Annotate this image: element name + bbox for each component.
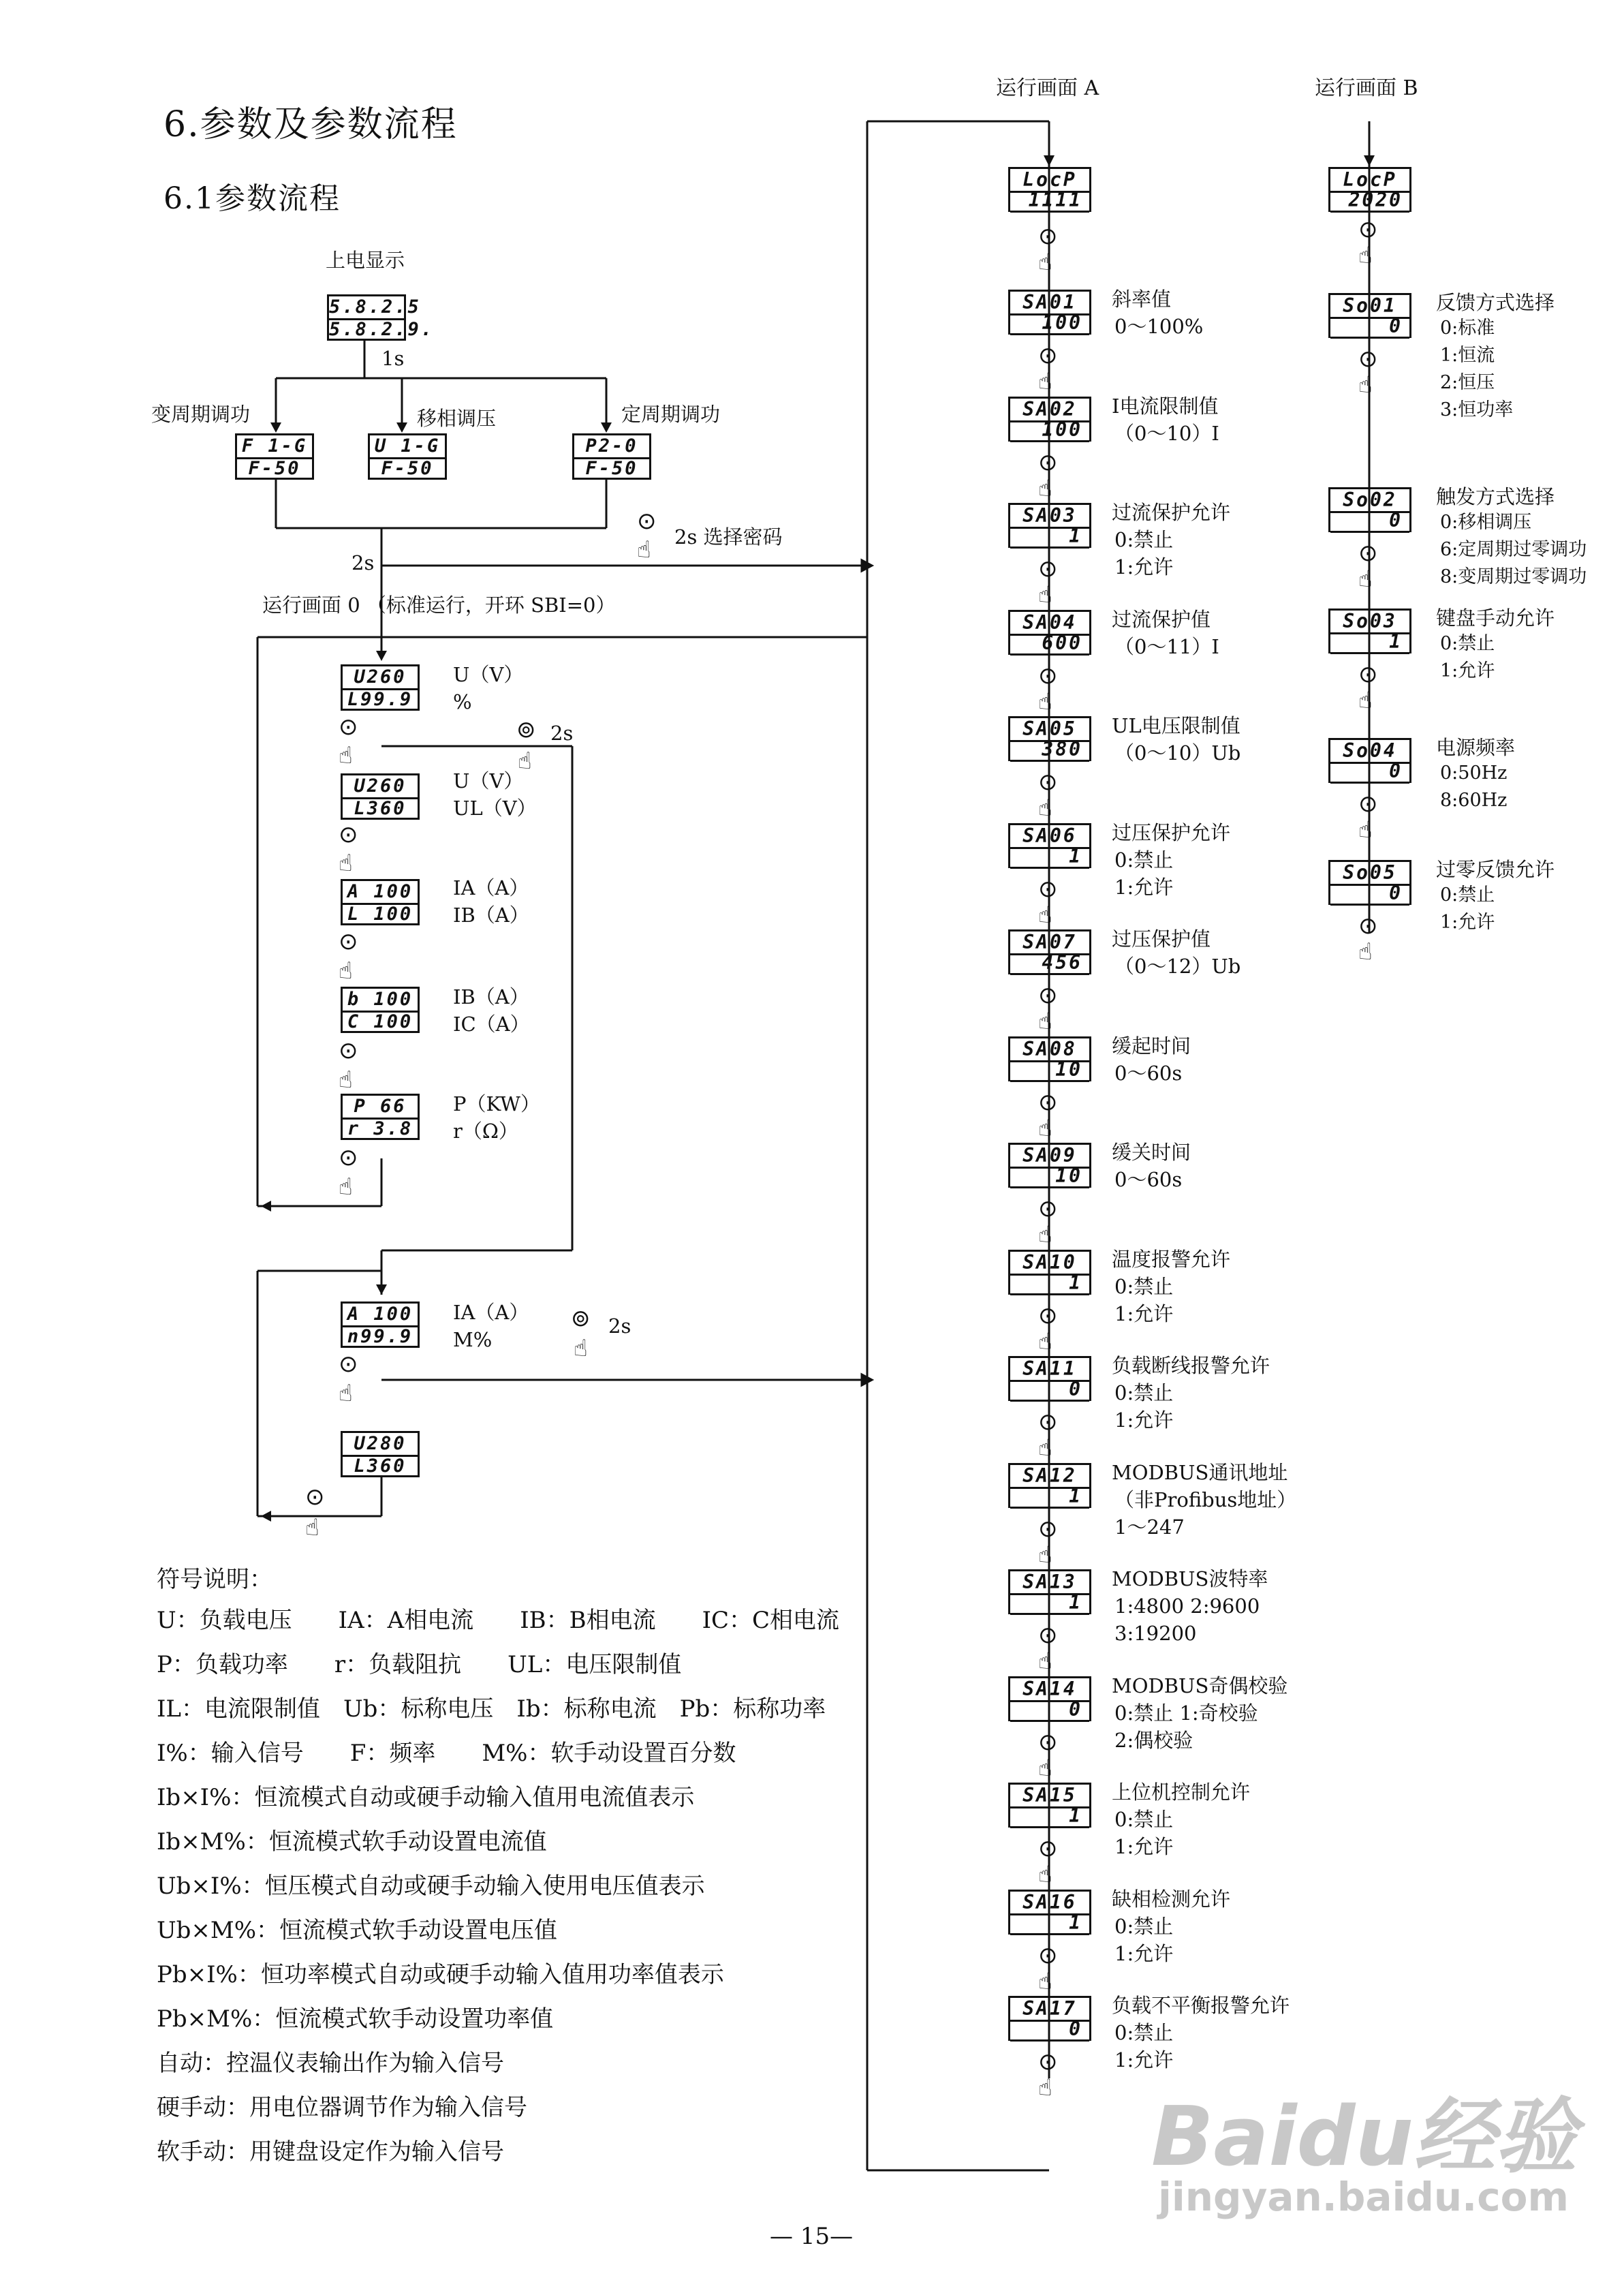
param-option: 8:变周期过零调功	[1440, 566, 1587, 587]
display-top: P 66	[354, 1096, 407, 1117]
mode-variable-label: 变周期调功	[151, 403, 251, 426]
hand-icon: ☝	[1038, 1115, 1052, 1142]
param-desc: 0～60s	[1114, 1062, 1183, 1085]
param-desc: 1:允许	[1114, 876, 1174, 899]
param-code: So05	[1330, 860, 1409, 886]
param-desc: 0:禁止	[1114, 848, 1174, 872]
set-icon: ⊙	[1358, 790, 1378, 818]
param-desc: 0:禁止	[1114, 2021, 1174, 2044]
hand-icon: ☝	[1038, 475, 1052, 502]
param-name: 负载断线报警允许	[1112, 1354, 1270, 1377]
legend-item: 自动：控温仪表输出作为输入信号	[157, 2050, 504, 2077]
param-desc: 0:禁止	[1114, 528, 1174, 551]
set-icon: ⊙	[1038, 769, 1058, 796]
subsection-title: 6.1参数流程	[163, 181, 341, 216]
run-display-2-l1: U（V）	[453, 769, 524, 792]
two-s-soft: 2s	[608, 1314, 631, 1338]
display-top: 5.8.2.5	[329, 296, 421, 318]
mode-display-fixed	[572, 433, 651, 480]
hand-icon: ☝	[339, 1066, 353, 1094]
param-value: 0	[1010, 2019, 1089, 2042]
param-code: SA04	[1010, 610, 1089, 636]
param-display	[1328, 738, 1411, 783]
param-display	[1328, 487, 1411, 532]
soft-display-1-l1: IA（A）	[453, 1301, 529, 1324]
legend-item: P：负载功率 r：负载阻抗 UL：电压限制值	[157, 1651, 682, 1678]
run-display-2	[341, 773, 420, 820]
param-value: 10	[1010, 1060, 1089, 1082]
param-option: 3:恒功率	[1440, 399, 1514, 420]
display-top: b 100	[347, 989, 413, 1010]
param-name: UL电压限制值	[1112, 714, 1240, 737]
param-name: 过压保护允许	[1112, 821, 1231, 844]
run-display-5-l2: r（Ω）	[453, 1120, 518, 1143]
legend-item: 软手动：用键盘设定作为输入信号	[157, 2138, 504, 2166]
run-screen-0-label: 运行画面 0 （标准运行，开环 SBI=0）	[262, 594, 616, 617]
display-bottom: L360	[343, 797, 418, 818]
param-display	[1008, 1036, 1091, 1081]
hand-icon: ☝	[1358, 687, 1373, 714]
set-icon: ⊙	[339, 821, 358, 848]
param-option: 1:允许	[1440, 660, 1495, 681]
param-code: SA15	[1010, 1783, 1089, 1808]
hand-icon: ☝	[1038, 1434, 1052, 1462]
set-icon: ⊙	[1358, 345, 1378, 373]
display-bottom: 5.8.2.9.	[329, 319, 435, 340]
param-value: 0	[1330, 316, 1409, 339]
run-display-3-l1: IA（A）	[453, 876, 529, 899]
set-icon: ⊙	[1038, 982, 1058, 1009]
hand-icon: ☝	[1038, 902, 1052, 929]
hand-icon: ☝	[1038, 368, 1052, 395]
param-option: 8:60Hz	[1440, 790, 1508, 811]
display-bottom: F-50	[370, 457, 445, 478]
param-desc: 0:禁止	[1114, 1275, 1174, 1298]
run-screen-a-label: 运行画面 A	[996, 76, 1099, 100]
hand-icon: ☝	[1358, 242, 1373, 269]
set-icon: ⊙	[1038, 449, 1058, 476]
param-code: SA01	[1010, 290, 1089, 315]
param-name: 缓起时间	[1112, 1034, 1191, 1058]
param-option: 0:标准	[1440, 318, 1495, 339]
param-value: 0	[1330, 883, 1409, 906]
lock-code: LocP	[1010, 167, 1089, 193]
legend-item: Ub×I%：恒压模式自动或硬手动输入使用电压值表示	[157, 1873, 705, 1900]
lock-display-a	[1008, 167, 1091, 212]
select-password-label: 2s 选择密码	[674, 525, 783, 549]
lock-value: 2020	[1330, 190, 1409, 213]
param-code: SA05	[1010, 716, 1089, 742]
legend-title: 符号说明：	[157, 1566, 272, 1593]
hand-icon: ☝	[1038, 2074, 1052, 2101]
display-top: U280	[354, 1433, 407, 1454]
param-value: 100	[1010, 313, 1089, 335]
param-value: 600	[1010, 633, 1089, 656]
param-value: 1	[1010, 1592, 1089, 1615]
section-title: 6.参数及参数流程	[163, 104, 458, 145]
set-icon: ⊙	[1038, 1195, 1058, 1222]
param-name: 缺相检测允许	[1112, 1888, 1231, 1911]
param-desc: 1:允许	[1114, 2048, 1174, 2071]
param-code: SA09	[1010, 1143, 1089, 1169]
set-icon: ⊙	[1038, 1835, 1058, 1862]
display-bottom: n99.9	[343, 1325, 418, 1346]
param-display	[1008, 1783, 1091, 1828]
param-display	[1008, 1463, 1091, 1508]
param-display	[1008, 1250, 1091, 1295]
param-desc: 1:4800 2:9600	[1114, 1595, 1260, 1618]
param-display	[1008, 823, 1091, 868]
param-value: 1	[1010, 1273, 1089, 1295]
hand-icon: ☝	[1038, 688, 1052, 715]
run-display-4-l2: IC（A）	[453, 1013, 530, 1036]
param-name: 电源频率	[1436, 736, 1516, 759]
param-value: 456	[1010, 953, 1089, 975]
param-desc: （0～10）Ub	[1114, 741, 1241, 765]
run-display-3-l2: IB（A）	[453, 904, 529, 927]
set-icon: ⊙	[339, 1144, 358, 1171]
hand-icon: ☝	[1358, 938, 1373, 966]
param-display	[1008, 1890, 1091, 1935]
set-icon: ⊙	[1038, 1729, 1058, 1756]
hand-icon: ☝	[1038, 1861, 1052, 1888]
param-desc: 1:允许	[1114, 1835, 1174, 1858]
hand-icon: ☝	[339, 1173, 353, 1201]
two-s-loop: 2s	[550, 722, 574, 745]
run-display-5	[341, 1094, 420, 1140]
legend-item: Pb×M%：恒流模式软手动设置功率值	[157, 2005, 554, 2033]
run-display-1	[341, 664, 420, 711]
param-display	[1328, 860, 1411, 905]
lock-display-b	[1328, 167, 1411, 212]
hand-icon: ☝	[305, 1514, 319, 1541]
param-name: 负载不平衡报警允许	[1112, 1994, 1290, 2017]
param-value: 10	[1010, 1166, 1089, 1188]
param-desc: 3:19200	[1114, 1622, 1197, 1645]
lock-value: 1111	[1010, 190, 1089, 213]
param-name: 斜率值	[1112, 288, 1172, 311]
set-icon: ⊙	[637, 508, 657, 535]
display-bottom: L360	[343, 1455, 418, 1476]
lock-code: LocP	[1330, 167, 1409, 193]
param-name: I电流限制值	[1112, 395, 1219, 418]
mode-fixed-label: 定周期调功	[621, 403, 721, 426]
set-icon: ⊙	[339, 713, 358, 741]
display-bottom: L99.9	[343, 688, 418, 709]
hand-icon: ☝	[1038, 1008, 1052, 1035]
legend-item: 硬手动：用电位器调节作为输入信号	[157, 2094, 527, 2121]
hand-icon: ☝	[1038, 581, 1052, 609]
legend-item: Ib×M%：恒流模式软手动设置电流值	[157, 1828, 547, 1855]
param-desc: 0～60s	[1114, 1168, 1183, 1191]
param-display	[1008, 929, 1091, 974]
legend-item: Ub×M%：恒流模式软手动设置电压值	[157, 1917, 558, 1944]
soft-display-2	[341, 1431, 420, 1477]
param-code: SA06	[1010, 823, 1089, 849]
param-option: 2:恒压	[1440, 372, 1495, 393]
param-name: 触发方式选择	[1436, 485, 1555, 508]
page-number: — 15—	[770, 2223, 854, 2250]
param-desc: 0:禁止 1:奇校验	[1114, 1701, 1258, 1725]
param-display	[1008, 1676, 1091, 1721]
mode-phase-label: 移相调压	[417, 407, 497, 430]
param-display	[1008, 1356, 1091, 1401]
display-top: U 1-G	[374, 435, 441, 457]
hand-icon: ☝	[518, 748, 532, 775]
param-value: 1	[1010, 1806, 1089, 1828]
hand-icon: ☝	[339, 850, 353, 877]
set-icon: ⊙	[1038, 2048, 1058, 2076]
param-display	[1008, 290, 1091, 335]
param-name: MODBUS奇偶校验	[1112, 1674, 1288, 1697]
run-display-5-l1: P（KW）	[453, 1092, 540, 1115]
param-desc: （0～11）I	[1114, 635, 1219, 658]
param-desc: 0:禁止	[1114, 1915, 1174, 1938]
param-display	[1008, 610, 1091, 655]
display-bottom: F-50	[237, 457, 312, 478]
set-icon: ⊙	[1038, 223, 1058, 250]
param-value: 0	[1330, 761, 1409, 784]
param-code: So04	[1330, 738, 1409, 764]
param-desc: （非Profibus地址）	[1114, 1488, 1297, 1511]
param-name: 过流保护值	[1112, 608, 1211, 631]
hand-icon: ☝	[339, 742, 353, 769]
param-value: 380	[1010, 739, 1089, 762]
param-desc: 1:允许	[1114, 1942, 1174, 1965]
display-top: U260	[354, 666, 407, 688]
hand-icon: ☝	[1038, 1541, 1052, 1569]
set-icon: ⊙	[1038, 1408, 1058, 1436]
run-display-1-l1: U（V）	[453, 663, 524, 686]
set-icon: ⊙	[1038, 555, 1058, 583]
param-name: 过压保护值	[1112, 927, 1211, 951]
param-code: So01	[1330, 293, 1409, 319]
hand-icon: ☝	[1038, 1648, 1052, 1675]
param-display	[1328, 293, 1411, 338]
hand-icon: ☝	[1038, 1968, 1052, 1995]
cycle-icon: ⊚	[516, 716, 536, 743]
param-desc: 0:禁止	[1114, 1381, 1174, 1404]
set-icon: ⊙	[1038, 1622, 1058, 1649]
param-desc: （0～12）Ub	[1114, 955, 1241, 978]
display-top: A 100	[347, 1304, 413, 1325]
hand-icon: ☝	[1358, 371, 1373, 399]
hand-icon: ☝	[574, 1335, 588, 1362]
power-on-label: 上电显示	[326, 249, 405, 272]
display-top: P2-0	[585, 435, 638, 457]
set-icon: ⊙	[1038, 1089, 1058, 1116]
param-value: 1	[1010, 1913, 1089, 1935]
display-top: F 1-G	[241, 435, 308, 457]
param-option: 0:移相调压	[1440, 512, 1532, 533]
watermark-logo: Baidu经验	[1151, 2090, 1577, 2185]
set-icon: ⊙	[339, 928, 358, 955]
param-code: SA11	[1010, 1356, 1089, 1382]
param-value: 1	[1010, 1486, 1089, 1509]
set-icon: ⊙	[1358, 216, 1378, 243]
legend-item: Ib×I%：恒流模式自动或硬手动输入值用电流值表示	[157, 1784, 695, 1811]
param-code: SA08	[1010, 1036, 1089, 1062]
set-icon: ⊙	[1358, 661, 1378, 688]
param-code: SA14	[1010, 1676, 1089, 1702]
hand-icon: ☝	[1038, 249, 1052, 276]
param-name: 缓关时间	[1112, 1141, 1191, 1164]
param-value: 0	[1330, 510, 1409, 533]
display-bottom: L 100	[343, 903, 418, 924]
param-name: MODBUS通讯地址	[1112, 1461, 1288, 1484]
param-value: 0	[1010, 1699, 1089, 1722]
param-name: 键盘手动允许	[1436, 606, 1555, 630]
set-icon: ⊙	[339, 1351, 358, 1378]
param-value: 100	[1010, 420, 1089, 442]
hand-icon: ☝	[637, 536, 651, 564]
run-display-4-l1: IB（A）	[453, 985, 529, 1008]
param-code: So03	[1330, 609, 1409, 634]
display-bottom: r 3.8	[343, 1118, 418, 1139]
legend-item: U：负载电压 IA：A相电流 IB：B相电流 IC：C相电流	[157, 1607, 840, 1634]
param-name: 过零反馈允许	[1436, 858, 1555, 881]
param-code: SA16	[1010, 1890, 1089, 1915]
mode-display-phase	[368, 433, 447, 480]
param-value: 0	[1010, 1379, 1089, 1402]
param-value: 1	[1010, 846, 1089, 869]
param-option: 6:定周期过零调功	[1440, 539, 1587, 560]
run-display-4	[341, 987, 420, 1033]
param-desc: 1:允许	[1114, 1408, 1174, 1432]
param-value: 1	[1010, 526, 1089, 549]
legend-item: I%：输入信号 F：频率 M%：软手动设置百分数	[157, 1740, 736, 1767]
hand-icon: ☝	[1358, 816, 1373, 844]
param-code: SA07	[1010, 929, 1089, 955]
param-option: 1:允许	[1440, 912, 1495, 933]
param-desc: 2:偶校验	[1114, 1729, 1193, 1752]
param-desc: 1～247	[1114, 1515, 1185, 1539]
param-name: 温度报警允许	[1112, 1248, 1231, 1271]
param-desc: 1:允许	[1114, 555, 1174, 579]
run-display-3	[341, 879, 420, 925]
param-name: 反馈方式选择	[1436, 291, 1555, 314]
param-option: 0:禁止	[1440, 633, 1495, 654]
legend-item: Pb×I%：恒功率模式自动或硬手动输入值用功率值表示	[157, 1961, 724, 1988]
set-icon: ⊙	[1038, 876, 1058, 903]
param-name: 上位机控制允许	[1112, 1781, 1251, 1804]
watermark-url: jingyan.baidu.com	[1158, 2174, 1569, 2220]
run-display-2-l2: UL（V）	[453, 797, 537, 820]
param-display	[1008, 1996, 1091, 2041]
mode-display-variable	[235, 433, 314, 480]
cycle-icon: ⊚	[571, 1305, 591, 1332]
display-top: U260	[354, 775, 407, 797]
display-top: A 100	[347, 881, 413, 902]
run-display-1-l2: %	[453, 690, 472, 713]
display-bottom: C 100	[343, 1011, 418, 1032]
param-desc: 1:允许	[1114, 1302, 1174, 1325]
set-icon: ⊙	[1358, 912, 1378, 940]
set-icon: ⊙	[1038, 1302, 1058, 1329]
set-icon: ⊙	[1038, 1515, 1058, 1543]
hand-icon: ☝	[1358, 566, 1373, 593]
param-code: SA13	[1010, 1569, 1089, 1595]
param-desc: 0～100%	[1114, 315, 1204, 338]
param-code: SA12	[1010, 1463, 1089, 1489]
param-desc: 0:禁止	[1114, 1808, 1174, 1831]
param-code: So02	[1330, 487, 1409, 513]
legend-item: IL：电流限制值 Ub：标称电压 Ib：标称电流 Pb：标称功率	[157, 1695, 826, 1723]
param-display	[1008, 503, 1091, 548]
hand-icon: ☝	[1038, 1328, 1052, 1355]
set-icon: ⊙	[1038, 662, 1058, 690]
run-screen-b-label: 运行画面 B	[1315, 76, 1418, 100]
set-icon: ⊙	[339, 1037, 358, 1064]
soft-display-1-l2: M%	[453, 1328, 493, 1351]
legend-list	[157, 1601, 839, 2177]
param-display	[1008, 1143, 1091, 1188]
hand-icon: ☝	[339, 957, 353, 985]
param-desc: （0～10）I	[1114, 422, 1219, 445]
param-display	[1008, 397, 1091, 442]
param-display	[1008, 1569, 1091, 1614]
param-code: SA17	[1010, 1996, 1089, 2022]
soft-display-1	[341, 1301, 420, 1348]
delay-1s: 1s	[381, 347, 405, 370]
hand-icon: ☝	[1038, 1221, 1052, 1248]
param-code: SA10	[1010, 1250, 1089, 1276]
param-option: 0:50Hz	[1440, 763, 1508, 784]
set-icon: ⊙	[305, 1483, 325, 1511]
param-option: 1:恒流	[1440, 345, 1495, 366]
param-name: 过流保护允许	[1112, 501, 1231, 524]
param-name: MODBUS波特率	[1112, 1567, 1268, 1590]
set-icon: ⊙	[1358, 540, 1378, 567]
set-icon: ⊙	[1038, 1942, 1058, 1969]
param-display	[1008, 716, 1091, 761]
param-display	[1328, 609, 1411, 653]
param-option: 0:禁止	[1440, 884, 1495, 906]
param-code: SA02	[1010, 397, 1089, 422]
display-bottom: F-50	[574, 457, 649, 478]
set-icon: ⊙	[1038, 342, 1058, 369]
two-s-label: 2s	[352, 551, 375, 574]
hand-icon: ☝	[1038, 795, 1052, 822]
hand-icon: ☝	[1038, 1755, 1052, 1782]
param-value: 1	[1330, 632, 1409, 654]
hand-icon: ☝	[339, 1380, 353, 1407]
param-code: SA03	[1010, 503, 1089, 529]
